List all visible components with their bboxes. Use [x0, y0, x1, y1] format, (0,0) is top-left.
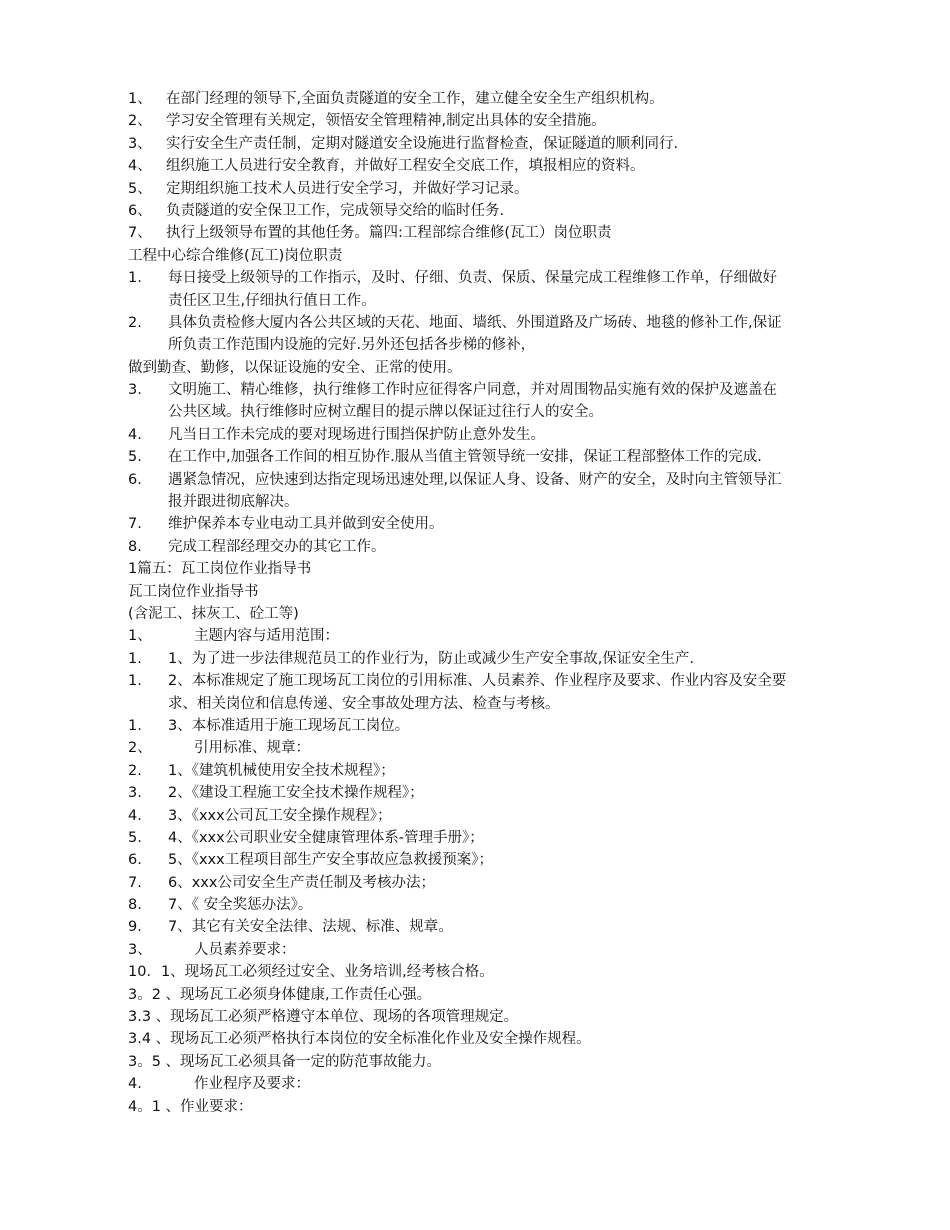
- text-line: [128, 424, 868, 446]
- text-line: [128, 357, 868, 379]
- text-line: [128, 984, 868, 1006]
- line-text: 负责隧道的安全保卫工作，完成领导交给的临时任务.: [166, 202, 505, 219]
- text-line: [128, 961, 868, 983]
- line-text: 遇紧急情况，应快速到达指定现场迅速处理,以保证人身、设备、财产的安全，及时向主管领导汇: [168, 471, 782, 488]
- line-text: 文明施工、精心维修，执行维修工作时应征得客户同意，并对周围物品实施有效的保护及遮盖在: [168, 382, 777, 399]
- line-text: 3、本标准适用于施工现场瓦工岗位。: [168, 717, 410, 734]
- text-line: [128, 737, 868, 759]
- text-line: [128, 88, 868, 110]
- text-line: [128, 693, 868, 715]
- line-text: 所负责工作范围内设施的完好.另外还包括各步梯的修补，: [168, 337, 536, 354]
- line-number: 8.: [128, 538, 142, 555]
- line-text: 5、《xxx工程项目部生产安全事故应急救援预案》；: [168, 852, 493, 869]
- line-number: 3、: [128, 135, 152, 152]
- line-text: 学习安全管理有关规定，领悟安全管理精神,制定出具体的安全措施。: [166, 113, 606, 130]
- line-text: 2、《建设工程施工安全技术操作规程》；: [168, 785, 424, 802]
- line-number: 7、: [128, 225, 152, 242]
- line-text: 维护保养本专业电动工具并做到安全使用。: [168, 516, 444, 533]
- text-line: [128, 581, 868, 603]
- text-line: [128, 872, 868, 894]
- text-line: [128, 178, 868, 200]
- line-number: 1.: [128, 270, 142, 287]
- line-text: 每日接受上级领导的工作指示，及时、仔细、负责、保质、保量完成工程维修工作单，仔细做好: [168, 270, 777, 287]
- line-number: 2、: [128, 740, 152, 757]
- line-text: 3.4 、现场瓦工必须严格执行本岗位的安全标准化作业及安全操作规程。: [128, 1031, 591, 1048]
- line-text: 组织施工人员进行安全教育，并做好工程安全交底工作，填报相应的资料。: [166, 158, 645, 175]
- text-line: [128, 939, 868, 961]
- line-text: 3。2 、现场瓦工必须身体健康,工作责任心强。: [128, 986, 432, 1003]
- line-text: 瓦工岗位作业指导书: [128, 583, 259, 600]
- line-text: 在部门经理的领导下,全面负责隧道的安全工作，建立健全安全生产组织机构。: [166, 91, 664, 107]
- text-line: [128, 110, 868, 132]
- text-line: [128, 491, 868, 513]
- text-line: [128, 1051, 868, 1073]
- text-line: [128, 446, 868, 468]
- line-text: 在工作中,加强各工作间的相互协作.服从当值主管领导统一安排，保证工程部整体工作的完成.: [168, 449, 762, 466]
- line-number: 3.: [128, 382, 142, 399]
- text-line: [128, 827, 868, 849]
- line-text: 责任区卫生,仔细执行值日工作。: [168, 292, 376, 309]
- line-number: 6.: [128, 852, 142, 869]
- line-number: 7.: [128, 516, 142, 533]
- line-text: 作业程序及要求：: [194, 1076, 310, 1093]
- line-text: 具体负责检修大厦内各公共区域的天花、地面、墙纸、外围道路及广场砖、地毯的修补工作,保证: [168, 314, 782, 331]
- line-text: 完成工程部经理交办的其它工作。: [168, 538, 386, 555]
- text-line: [128, 155, 868, 177]
- line-number: 3.: [128, 785, 142, 802]
- line-number: 4、: [128, 158, 152, 175]
- text-line: [128, 603, 868, 625]
- text-line: [128, 1028, 868, 1050]
- text-line: [128, 401, 868, 423]
- text-line: [128, 715, 868, 737]
- text-line: [128, 513, 868, 535]
- line-number: 1、: [128, 91, 152, 107]
- line-number: 1.: [128, 673, 142, 690]
- text-line: [128, 222, 868, 244]
- text-line: [128, 334, 868, 356]
- line-text: 定期组织施工技术人员进行安全学习，并做好学习记录。: [166, 180, 529, 197]
- line-text: (含泥工、抹灰工、砼工等): [128, 605, 299, 622]
- text-line: [128, 625, 868, 647]
- line-number: 2.: [128, 314, 142, 331]
- line-text: 3.3 、现场瓦工必须严格遵守本单位、现场的各项管理规定。: [128, 1009, 519, 1026]
- line-number: 4.: [128, 1076, 142, 1093]
- line-text: 6、xxx公司安全生产责任制及考核办法；: [168, 874, 435, 891]
- document-body: [128, 88, 868, 1118]
- line-text: 3。5 、现场瓦工必须具备一定的防范事故能力。: [128, 1053, 442, 1070]
- text-line: [128, 805, 868, 827]
- line-number: 1.: [128, 650, 142, 667]
- line-text: 2、本标准规定了施工现场瓦工岗位的引用标准、人员素养、作业程序及要求、作业内容及安全要: [168, 673, 787, 690]
- text-line: [128, 1006, 868, 1028]
- line-text: 10．1、现场瓦工必须经过安全、业务培训,经考核合格。: [128, 964, 494, 981]
- line-text: 执行上级领导布置的其他任务。篇四:工程部综合维修(瓦工）岗位职责: [166, 225, 612, 242]
- text-line: [128, 648, 868, 670]
- text-line: [128, 379, 868, 401]
- text-line: [128, 245, 868, 267]
- text-line: [128, 1073, 868, 1095]
- line-text: 求、相关岗位和信息传递、安全事故处理方法、检查与考核。: [168, 695, 560, 712]
- line-number: 6、: [128, 202, 152, 219]
- line-text: 做到勤查、勤修，以保证设施的安全、正常的使用。: [128, 359, 462, 376]
- line-number: 1、: [128, 628, 152, 645]
- line-text: 实行安全生产责任制，定期对隧道安全设施进行监督检查，保证隧道的顺利同行.: [166, 135, 679, 152]
- line-text: 7、《 安全奖惩办法》。: [168, 897, 313, 914]
- text-line: [128, 760, 868, 782]
- line-number: 3、: [128, 941, 152, 958]
- line-number: 5.: [128, 829, 142, 846]
- line-text: 凡当日工作未完成的要对现场进行围挡保护防止意外发生。: [168, 426, 545, 443]
- text-line: [128, 267, 868, 289]
- line-number: 5.: [128, 449, 142, 466]
- text-line: [128, 849, 868, 871]
- line-number: 1.: [128, 717, 142, 734]
- text-line: [128, 916, 868, 938]
- line-number: 8.: [128, 897, 142, 914]
- text-line: [128, 670, 868, 692]
- line-text: 1、《建筑机械使用安全技术规程》；: [168, 762, 395, 779]
- text-line: [128, 536, 868, 558]
- line-text: 7、其它有关安全法律、法规、标准、规章。: [168, 919, 453, 936]
- line-number: 5、: [128, 180, 152, 197]
- line-number: 4.: [128, 807, 142, 824]
- line-number: 6.: [128, 471, 142, 488]
- text-line: [128, 133, 868, 155]
- text-line: [128, 782, 868, 804]
- line-text: 1、为了进一步法律规范员工的作业行为，防止或减少生产安全事故,保证安全生产.: [168, 650, 694, 667]
- text-line: [128, 558, 868, 580]
- line-text: 人员素养要求：: [194, 941, 296, 958]
- line-number: 9.: [128, 919, 142, 936]
- line-text: 工程中心综合维修(瓦工)岗位职责: [128, 247, 343, 264]
- line-text: 引用标准、规章：: [194, 740, 310, 757]
- line-number: 2.: [128, 762, 142, 779]
- line-text: 公共区域。执行维修时应树立醒目的提示牌以保证过往行人的安全。: [168, 404, 603, 421]
- line-number: 4.: [128, 426, 142, 443]
- text-line: [128, 290, 868, 312]
- text-line: [128, 1096, 868, 1118]
- line-text: 报并跟进彻底解决。: [168, 494, 299, 511]
- text-line: [128, 469, 868, 491]
- line-number: 7.: [128, 874, 142, 891]
- line-text: 4。1 、作业要求：: [128, 1098, 253, 1115]
- line-number: 2、: [128, 113, 152, 130]
- line-text: 4、《xxx公司职业安全健康管理体系-管理手册》；: [168, 829, 484, 846]
- line-text: 1篇五：瓦工岗位作业指导书: [128, 561, 312, 578]
- line-text: 主题内容与适用范围：: [194, 628, 339, 645]
- text-line: [128, 200, 868, 222]
- text-line: [128, 894, 868, 916]
- text-line: [128, 312, 868, 334]
- line-text: 3、《xxx公司瓦工安全操作规程》；: [168, 807, 392, 824]
